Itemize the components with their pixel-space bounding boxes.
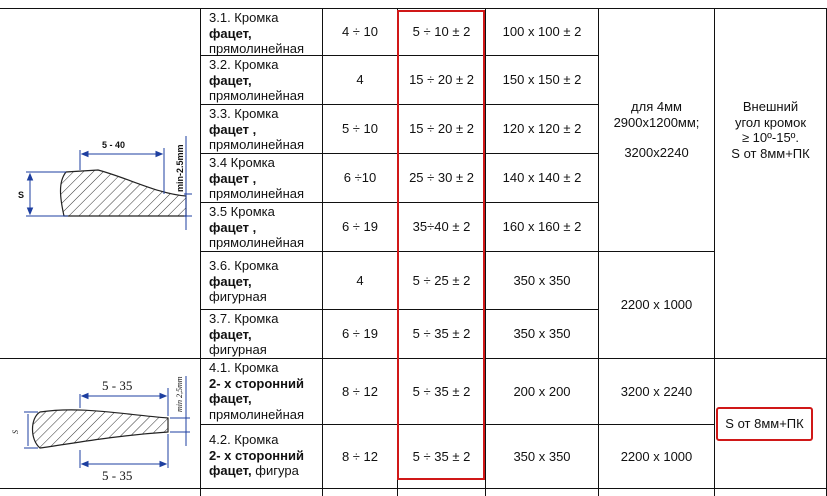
dim-top-label: 5 - 40 <box>102 140 126 150</box>
min-size-cell: 100 x 100 ± 2 <box>502 24 582 40</box>
facet-width-cell: 5 ÷ 35 ± 2 <box>412 383 471 399</box>
table-row-desc: 3.3. Кромка фацет , прямолинейная <box>209 106 305 152</box>
min-size-cell: 350 x 350 <box>513 448 571 464</box>
table-row-desc: 3.2. Кромка фацет, прямолинейная <box>209 57 305 103</box>
min-size-cell: 160 x 160 ± 2 <box>502 219 582 235</box>
table-row-desc: 3.7. Кромка фацет, фигурная <box>209 311 279 357</box>
min-size-cell: 200 x 200 <box>513 383 571 399</box>
table-row-desc: 3.4 Кромка фацет , прямолинейная <box>209 155 305 201</box>
min-size-cell: 120 x 120 ± 2 <box>502 121 582 137</box>
thickness-cell: 6 ÷ 19 <box>341 219 379 235</box>
dim-side-label: min-2.5mm <box>175 144 185 192</box>
note-highlight <box>716 407 813 441</box>
note-cell: Внешний угол кромок ≥ 10º-15º. S от 8мм+ПК <box>731 99 810 161</box>
thickness-cell: 5 ÷ 10 <box>341 121 379 137</box>
thickness-cell: 4 <box>356 272 364 288</box>
facet-width-cell: 15 ÷ 20 ± 2 <box>409 121 474 137</box>
min-size-cell: 350 x 350 <box>513 326 571 342</box>
thickness-cell: 8 ÷ 12 <box>341 383 379 399</box>
max-size-cell: 2200 x 1000 <box>620 448 693 464</box>
dim-top-label-2: 5 - 35 <box>102 378 133 393</box>
glass-profile-shape-2 <box>33 410 169 448</box>
thickness-cell: 8 ÷ 12 <box>341 448 379 464</box>
thickness-cell: 6 ÷ 19 <box>341 326 379 342</box>
dim-bottom-label-2: 5 - 35 <box>102 468 133 483</box>
max-size-cell: 2200 x 1000 <box>620 297 693 313</box>
thickness-cell: 6 ÷10 <box>343 170 377 186</box>
facet-width-cell: 5 ÷ 10 ± 2 <box>412 24 471 40</box>
min-size-cell: 150 x 150 ± 2 <box>502 72 582 88</box>
thickness-cell: 4 <box>356 72 364 88</box>
dim-side-label-2: min 2,5mm <box>175 376 184 412</box>
note-cell: S от 8мм+ПК <box>725 416 804 432</box>
facet-width-cell: 5 ÷ 25 ± 2 <box>412 272 471 288</box>
min-size-cell: 140 x 140 ± 2 <box>502 170 582 186</box>
facet-width-cell: 25 ÷ 30 ± 2 <box>409 170 474 186</box>
min-size-cell: 350 x 350 <box>513 272 571 288</box>
double-facet-edge-drawing <box>10 368 198 486</box>
facet-width-highlight <box>397 10 485 480</box>
facet-width-cell: 5 ÷ 35 ± 2 <box>412 448 471 464</box>
dim-s-label-2: S <box>11 430 20 434</box>
glass-profile-shape <box>61 170 187 216</box>
thickness-cell: 4 ÷ 10 <box>341 24 379 40</box>
facet-width-cell: 15 ÷ 20 ± 2 <box>409 72 474 88</box>
table-row-desc: 3.5 Кромка фацет , прямолинейная <box>209 204 305 250</box>
facet-width-cell: 5 ÷ 35 ± 2 <box>412 326 471 342</box>
table-row-desc: 3.1. Кромка фацет, прямолинейная <box>209 10 305 56</box>
table-row-desc: 3.6. Кромка фацет, фигурная <box>209 258 279 304</box>
facet-edge-drawing <box>8 128 198 233</box>
max-size-cell: для 4мм 2900х1200мм; 3200х2240 <box>613 99 700 161</box>
table-row-desc: 4.2. Кромка 2- х сторонний фацет, фигура <box>209 432 304 478</box>
facet-width-cell: 35÷40 ± 2 <box>412 219 471 235</box>
table-row-desc: 4.1. Кромка 2- х сторонний фацет, прямолинейная <box>209 360 305 422</box>
dim-s-label: S <box>18 190 25 200</box>
max-size-cell: 3200 x 2240 <box>620 383 693 399</box>
